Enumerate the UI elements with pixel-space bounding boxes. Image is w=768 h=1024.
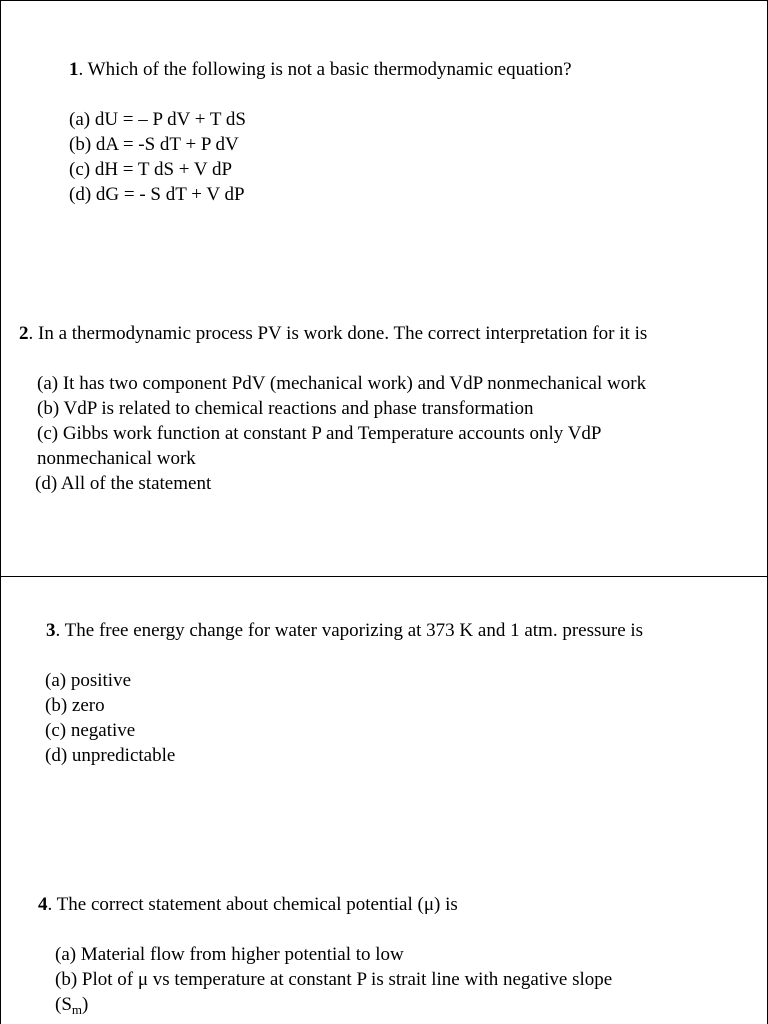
question-stem: . Which of the following is not a basic thermodynamic equation? (78, 59, 572, 80)
option-d: (d) dG = - S dT + V dP (69, 184, 245, 205)
option-b: (b) Plot of μ vs temperature at constant P is strait line with negative slope (55, 969, 613, 990)
question-number: 3 (46, 620, 56, 641)
question-number: 4 (38, 894, 48, 915)
question-stem: . In a thermodynamic process PV is work done. The correct interpretation for it is (28, 323, 648, 344)
question-number: 1 (69, 59, 79, 80)
question-3-options (45, 668, 643, 768)
option-b: (b) dA = -S dT + P dV (69, 134, 239, 155)
option-a: (a) positive (45, 670, 132, 691)
question-3-text (46, 618, 643, 643)
option-b-continued (55, 992, 612, 1017)
question-4 (38, 892, 612, 1017)
question-stem: . The correct statement about chemical potential (μ) is (47, 894, 458, 915)
question-1-options (69, 107, 572, 207)
option-a: (a) Material flow from higher potential to low (55, 944, 404, 965)
question-2-options (37, 371, 647, 496)
option-c: (c) negative (45, 720, 136, 741)
option-a: (a) dU = – P dV + T dS (69, 109, 246, 130)
option-c: (c) Gibbs work function at constant P and Temperature accounts only VdP (37, 423, 602, 444)
option-b: (b) VdP is related to chemical reactions and phase transformation (37, 398, 534, 419)
option-b: (b) zero (45, 695, 105, 716)
option-c: (c) dH = T dS + V dP (69, 159, 233, 180)
question-4-options (55, 942, 612, 1017)
question-1 (69, 57, 572, 207)
question-number: 2 (19, 323, 29, 344)
option-a: (a) It has two component PdV (mechanical work) and VdP nonmechanical work (37, 373, 647, 394)
question-stem: . The free energy change for water vaporizing at 373 K and 1 atm. pressure is (55, 620, 644, 641)
sm-open: (S (55, 994, 72, 1015)
option-d: (d) All of the statement (35, 473, 212, 494)
sm-subscript: m (71, 1002, 83, 1017)
question-1-text (69, 57, 572, 82)
option-d: (d) unpredictable (45, 745, 176, 766)
question-4-text (38, 892, 612, 917)
option-c-continued: nonmechanical work (37, 448, 196, 469)
question-3 (46, 618, 643, 768)
question-2 (19, 321, 647, 496)
sm-close: ) (82, 994, 89, 1015)
question-2-text (19, 321, 647, 346)
